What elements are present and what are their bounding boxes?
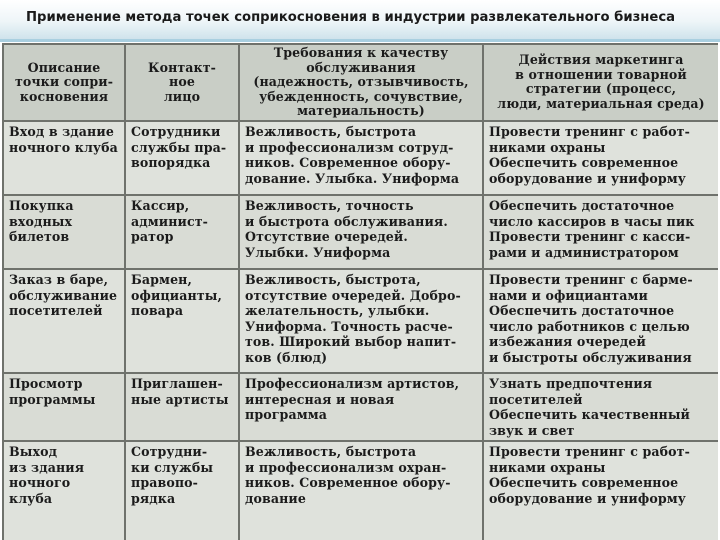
- scanned-table-image: [2, 43, 718, 540]
- cell-touchpoint: Вход в здание ночного клуба: [3, 121, 125, 195]
- cell-actions: Узнать предпочтения посетителей Обеспечить качественный звук и свет: [483, 373, 718, 441]
- cell-touchpoint: Просмотр программы: [3, 373, 125, 441]
- header-marketing-actions: Действия маркетинга в отношении товарной стратегии (процесс, люди, материальная среда): [483, 44, 718, 121]
- cell-touchpoint: Покупка входных билетов: [3, 195, 125, 269]
- cell-actions: Провести тренинг с работ- никами охраны Обеспечить современное оборудование и униформу: [483, 121, 718, 195]
- cell-actions: Обеспечить достаточное число кассиров в часы пик Провести тренинг с касси- рами и администратором: [483, 195, 718, 269]
- cell-actions: Провести тренинг с барме- нами и официантами Обеспечить достаточное число работников с целью избежания очередей и быстроты обслуживания: [483, 269, 718, 373]
- cell-contact-person: Сотрудни- ки службы правопо- рядка: [125, 441, 239, 540]
- table-row: [3, 373, 718, 441]
- cell-requirements: Вежливость, быстрота и профессионализм охран- ников. Современное обору- дование: [239, 441, 483, 540]
- header-service-requirements: Требования к качеству обслуживания (надежность, отзывчивость, убежденность, сочувствие, материальность): [239, 44, 483, 121]
- header-contact-person: Контакт- ное лицо: [125, 44, 239, 121]
- cell-requirements: Вежливость, быстрота, отсутствие очередей. Добро- желательность, улыбки. Униформа. Точность расче- тов. Широкий выбор напит- ков (блюд): [239, 269, 483, 373]
- table-row: [3, 121, 718, 195]
- cell-touchpoint: Заказ в баре, обслуживание посетителей: [3, 269, 125, 373]
- cell-actions: Провести тренинг с работ- никами охраны Обеспечить современное оборудование и униформу: [483, 441, 718, 540]
- slide-title: Применение метода точек соприкосновения в индустрии развлекательного бизнеса: [26, 10, 676, 25]
- cell-contact-person: Кассир, админист- ратор: [125, 195, 239, 269]
- cell-contact-person: Приглашен- ные артисты: [125, 373, 239, 441]
- cell-contact-person: Бармен, официанты, повара: [125, 269, 239, 373]
- cell-requirements: Вежливость, точность и быстрота обслуживания. Отсутствие очередей. Улыбки. Униформа: [239, 195, 483, 269]
- table-header-row: [3, 44, 718, 121]
- cell-requirements: Вежливость, быстрота и профессионализм сотруд- ников. Современное обору- дование. Улыбка. Униформа: [239, 121, 483, 195]
- title-bar: [0, 0, 720, 42]
- cell-contact-person: Сотрудники службы пра- вопорядка: [125, 121, 239, 195]
- touchpoints-table: [2, 43, 718, 540]
- table-row: [3, 195, 718, 269]
- table-row: [3, 269, 718, 373]
- cell-touchpoint: Выход из здания ночного клуба: [3, 441, 125, 540]
- table-row: [3, 441, 718, 540]
- cell-requirements: Профессионализм артистов, интересная и новая программа: [239, 373, 483, 441]
- header-touchpoint: Описание точки сопри- косновения: [3, 44, 125, 121]
